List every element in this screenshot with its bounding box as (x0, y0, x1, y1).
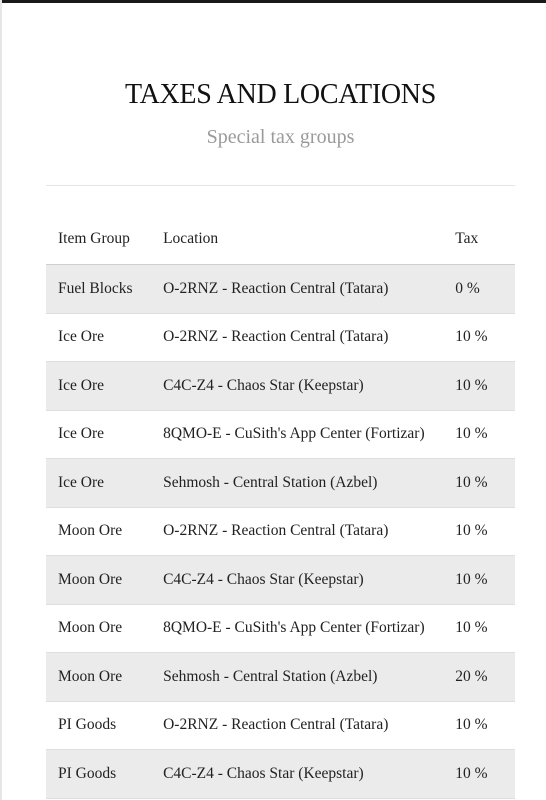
cell-item-group: Moon Ore (46, 507, 151, 556)
cell-location: C4C-Z4 - Chaos Star (Keepstar) (151, 362, 443, 411)
header-item-group: Item Group (46, 214, 151, 265)
cell-location: 8QMO-E - CuSith's App Center (Fortizar) (151, 410, 443, 459)
table-row (46, 604, 515, 653)
cell-item-group: PI Goods (46, 701, 151, 750)
table-row (46, 362, 515, 411)
page-subtitle: Special tax groups (206, 126, 355, 148)
cell-tax: 0 % (443, 265, 515, 314)
top-border (0, 0, 546, 3)
cell-location: O-2RNZ - Reaction Central (Tatara) (151, 507, 443, 556)
cell-item-group: Moon Ore (46, 653, 151, 702)
table-row (46, 459, 515, 508)
cell-tax: 20 % (443, 653, 515, 702)
cell-tax: 10 % (443, 556, 515, 605)
cell-location: C4C-Z4 - Chaos Star (Keepstar) (151, 750, 443, 799)
cell-location: O-2RNZ - Reaction Central (Tatara) (151, 313, 443, 362)
table-header-row (46, 214, 515, 265)
cell-tax: 10 % (443, 701, 515, 750)
table-row (46, 556, 515, 605)
cell-tax: 10 % (443, 313, 515, 362)
table-row (46, 701, 515, 750)
cell-item-group: Ice Ore (46, 410, 151, 459)
table-row (46, 313, 515, 362)
table-row (46, 265, 515, 314)
cell-location: 8QMO-E - CuSith's App Center (Fortizar) (151, 604, 443, 653)
cell-location: Sehmosh - Central Station (Azbel) (151, 459, 443, 508)
header-tax: Tax (443, 214, 515, 265)
table-row (46, 653, 515, 702)
table-row (46, 750, 515, 799)
cell-tax: 10 % (443, 750, 515, 799)
tax-table (46, 214, 515, 799)
cell-item-group: Fuel Blocks (46, 265, 151, 314)
cell-location: Sehmosh - Central Station (Azbel) (151, 653, 443, 702)
table-row (46, 507, 515, 556)
cell-item-group: Moon Ore (46, 604, 151, 653)
cell-item-group: Moon Ore (46, 556, 151, 605)
left-edge-shadow (0, 0, 2, 800)
header-location: Location (151, 214, 443, 265)
cell-item-group: PI Goods (46, 750, 151, 799)
cell-item-group: Ice Ore (46, 313, 151, 362)
cell-tax: 10 % (443, 410, 515, 459)
cell-tax: 10 % (443, 459, 515, 508)
cell-location: O-2RNZ - Reaction Central (Tatara) (151, 265, 443, 314)
cell-item-group: Ice Ore (46, 459, 151, 508)
cell-tax: 10 % (443, 604, 515, 653)
section-divider (46, 185, 515, 186)
cell-item-group: Ice Ore (46, 362, 151, 411)
cell-tax: 10 % (443, 362, 515, 411)
page-title: TAXES AND LOCATIONS (125, 79, 436, 110)
cell-location: C4C-Z4 - Chaos Star (Keepstar) (151, 556, 443, 605)
cell-location: O-2RNZ - Reaction Central (Tatara) (151, 701, 443, 750)
table-row (46, 410, 515, 459)
cell-tax: 10 % (443, 507, 515, 556)
